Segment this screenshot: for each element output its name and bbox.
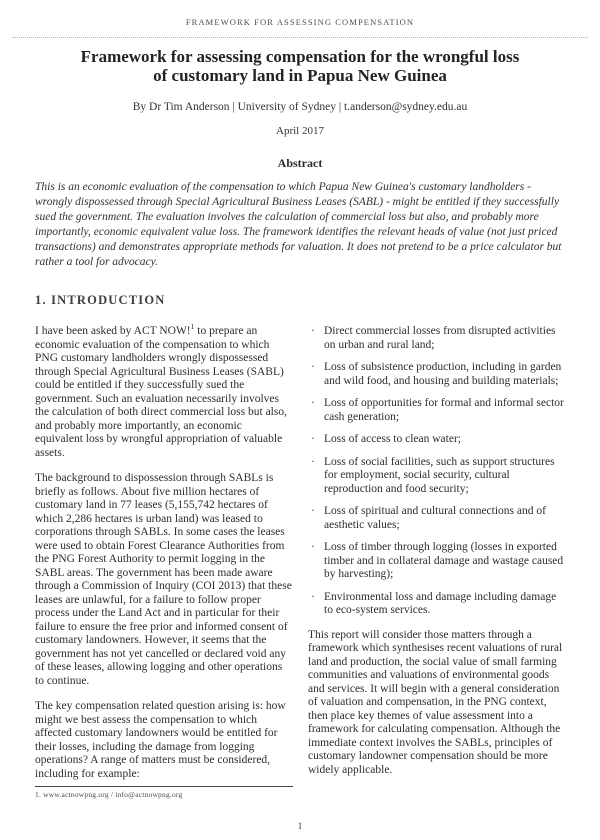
intro-paragraph-3: The key compensation related question arising is: how might we best assess the compensation to which affected customary landowners would be entitled for their losses, including the damage from logging operations? A range of matters must be considered, including for example: [35, 700, 286, 780]
publication-date: April 2017 [276, 125, 324, 137]
list-item-text: Loss of opportunities for formal and informal sector cash generation; [324, 397, 564, 423]
list-item [308, 541, 565, 582]
intro-paragraph-1-continued: to prepare an economic evaluation of the compensation to which PNG customary landholders wrongly dispossessed through Special Agricultural Business Leases (SABL) could be entitled if they successfully sued the government. Such an evaluation necessarily involves the calculation of both direct commercial loss but also, and probably more importantly, an economic equivalent loss by wrongful appropriation of valuable assets. [35, 325, 287, 459]
compensation-matters-list [308, 325, 565, 618]
list-item [308, 505, 565, 532]
section-heading-introduction: 1. INTRODUCTION [35, 293, 166, 307]
list-item-text: Loss of social facilities, such as support structures for employment, social security, cultural reproduction and food security; [324, 455, 555, 495]
intro-paragraph-1 [35, 322, 292, 460]
list-item [308, 433, 565, 447]
bullet-dot-icon: · [311, 397, 315, 409]
bullet-dot-icon: · [311, 541, 315, 553]
list-item-text: Environmental loss and damage including damage to eco-system services. [324, 590, 557, 616]
list-item-text: Loss of spiritual and cultural connections and of aesthetic values; [324, 505, 546, 531]
page-title-line-2: of customary land in Papua New Guinea [153, 66, 447, 85]
bullet-dot-icon: · [311, 433, 315, 445]
bullet-dot-icon: · [311, 325, 315, 337]
bullet-dot-icon: · [311, 590, 315, 603]
list-item-text: Loss of subsistence production, including in garden and wild food, and housing and building materials; [324, 361, 562, 387]
intro-paragraph-1-text: I have been asked by ACT NOW! [35, 325, 191, 337]
bullet-dot-icon: · [311, 505, 315, 517]
list-item-text: Direct commercial losses from disrupted activities on urban and rural land; [324, 325, 556, 351]
abstract-text: This is an economic evaluation of the compensation to which Papua New Guinea's customary landholders - wrongly dispossessed through Special Agricultural Business Leases (SABL) - might be entitled if they successfully sued the government. The evaluation involves the calculation of commercial loss but also, and probably more importantly, economic equivalent value loss. The framework identifies the relevant heads of value (not just priced transactions) and demonstrates appropriate methods for valuation. It does not pretend to be a price calculator but rather a tool for advocacy. [35, 181, 562, 268]
bullet-dot-icon: · [311, 455, 315, 468]
report-scope-paragraph: This report will consider those matters through a framework which synthesises recent valuations of rural land and production, the social value of small farming communities and valuations of environmental goods and services. It will begin with a general consideration of valuation and compensation, in the PNG context, then place key themes of value assessment into a framework for calculating compensation. Although the immediate context involves the SABLs, principles of customary landowner compensation should be more widely applicable. [308, 628, 563, 776]
footnote-reference-1: 1 [190, 322, 195, 332]
list-item-text: Loss of timber through logging (losses in exported timber and in collateral damage and wastage caused by harvesting); [324, 541, 564, 580]
page-title-line-1: Framework for assessing compensation for the wrongful loss [80, 47, 520, 66]
footnote-text: 1. www.actnowpng.org / info@actnowpng.org [35, 790, 183, 799]
list-item [308, 325, 565, 352]
page-title [30, 47, 570, 85]
running-head: FRAMEWORK FOR ASSESSING COMPENSATION [185, 17, 415, 27]
list-item-text: Loss of access to clean water; [324, 433, 461, 445]
abstract-heading: Abstract [277, 156, 323, 170]
bullet-dot-icon: · [311, 361, 315, 373]
two-column-body [35, 322, 565, 793]
left-column [35, 322, 292, 793]
right-column [308, 325, 565, 793]
header-dotted-rule [12, 37, 588, 38]
list-item [308, 591, 565, 618]
page-number: 1 [297, 821, 303, 831]
list-item [308, 361, 565, 388]
list-item [308, 397, 565, 424]
footnote [35, 786, 293, 799]
byline: By Dr Tim Anderson | University of Sydney | t.anderson@sydney.edu.au [132, 101, 468, 113]
list-item [308, 456, 565, 497]
intro-paragraph-2: The background to dispossession through SABLs is briefly as follows. About five million hectares of customary land in 77 leases (5,155,742 hectares of which 2,286 hectares is urban land) was leased to corporations through SABLs. In some cases the leases were used to obtain Forest Clearance Authorities from the PNG Forest Authority to permit logging in the SABL areas. The government has been made aware through a Commission of Inquiry (COI 2013) that these leases are unlawful, for a failure to follow proper process under the Land Act and in particular for their failure to ensure the free prior and informed consent of customary landowners. However, it seems that the government has not yet cancelled or declared void any of these leases, allowing logging and other operations to continue. [35, 472, 292, 687]
